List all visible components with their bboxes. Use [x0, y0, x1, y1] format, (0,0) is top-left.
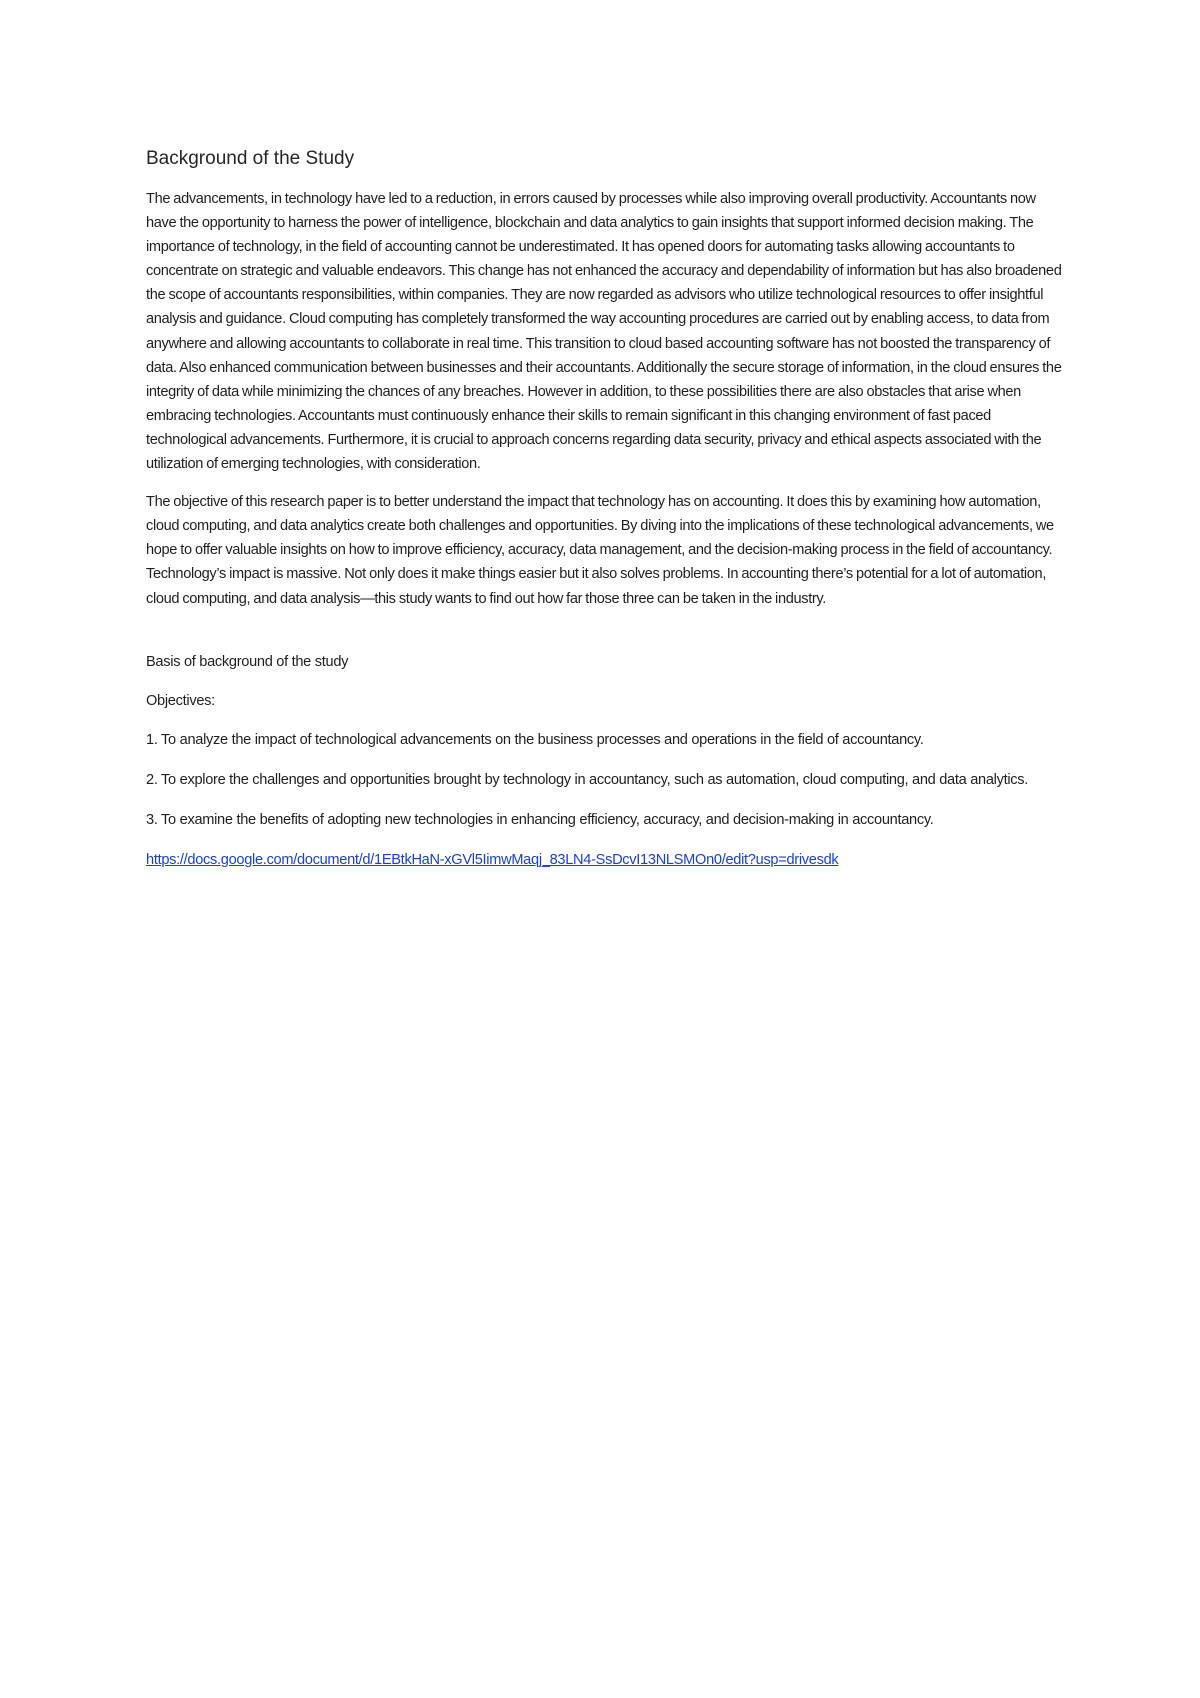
document-title: Background of the Study [146, 148, 355, 169]
basis-label: Basis of background of the study [146, 653, 349, 670]
objective-item-3: 3. To examine the benefits of adopting new technologies in enhancing efficiency, accuracy, and decision-making in accountancy. [146, 811, 934, 828]
objectives-heading: Objectives: [146, 692, 215, 709]
objective-item-1: 1. To analyze the impact of technological advancements on the business processes and operations in the field of accountancy. [146, 731, 924, 748]
background-paragraph-2: The objective of this research paper is to better understand the impact that technology has on accounting. It does this by examining how automation, cloud computing, and data analytics create both challenges and opportunities. By diving into the implications of these technological advancements, we hope to offer valuable insights on how to improve efficiency, accuracy, data management, and the decision-making process in the field of accountancy. Technology’s impact is massive. Not only does it make things easier but it also solves problems. In accounting there’s potential for a lot of automation, cloud computing, and data analysis—this study wants to find out how far those three can be taken in the industry. [146, 494, 1054, 607]
google-doc-link[interactable]: https://docs.google.com/document/d/1EBtkHaN-xGVl5IimwMaqj_83LN4-SsDcvI13NLSMOn0/edit?usp=drivesdk [146, 852, 839, 869]
document-body [146, 146, 1064, 872]
objective-item-2: 2. To explore the challenges and opportunities brought by technology in accountancy, such as automation, cloud computing, and data analytics. [146, 771, 1029, 788]
background-paragraph-1: The advancements, in technology have led to a reduction, in errors caused by processes while also improving overall productivity. Accountants now have the opportunity to harness the power of intelligence, blockchain and data analytics to gain insights that support informed decision making. The importance of technology, in the field of accounting cannot be underestimated. It has opened doors for automating tasks allowing accountants to concentrate on strategic and valuable endeavors. This change has not enhanced the accuracy and dependability of information but has also broadened the scope of accountants responsibilities, within companies. They are now regarded as advisors who utilize technological resources to offer insightful analysis and guidance. Cloud computing has completely transformed the way accounting procedures are carried out by enabling access, to data from anywhere and allowing accountants to collaborate in real time. This transition to cloud based accounting software has not boosted the transparency of data. Also enhanced communication between businesses and their accountants. Additionally the secure storage of information, in the cloud ensures the integrity of data while minimizing the chances of any breaches. However in addition, to these possibilities there are also obstacles that arise when embracing technologies. Accountants must continuously enhance their skills to remain significant in this changing environment of fast paced technological advancements. Furthermore, it is crucial to approach concerns regarding data security, privacy and ethical aspects associated with the utilization of emerging technologies, with consideration. [146, 191, 1062, 473]
